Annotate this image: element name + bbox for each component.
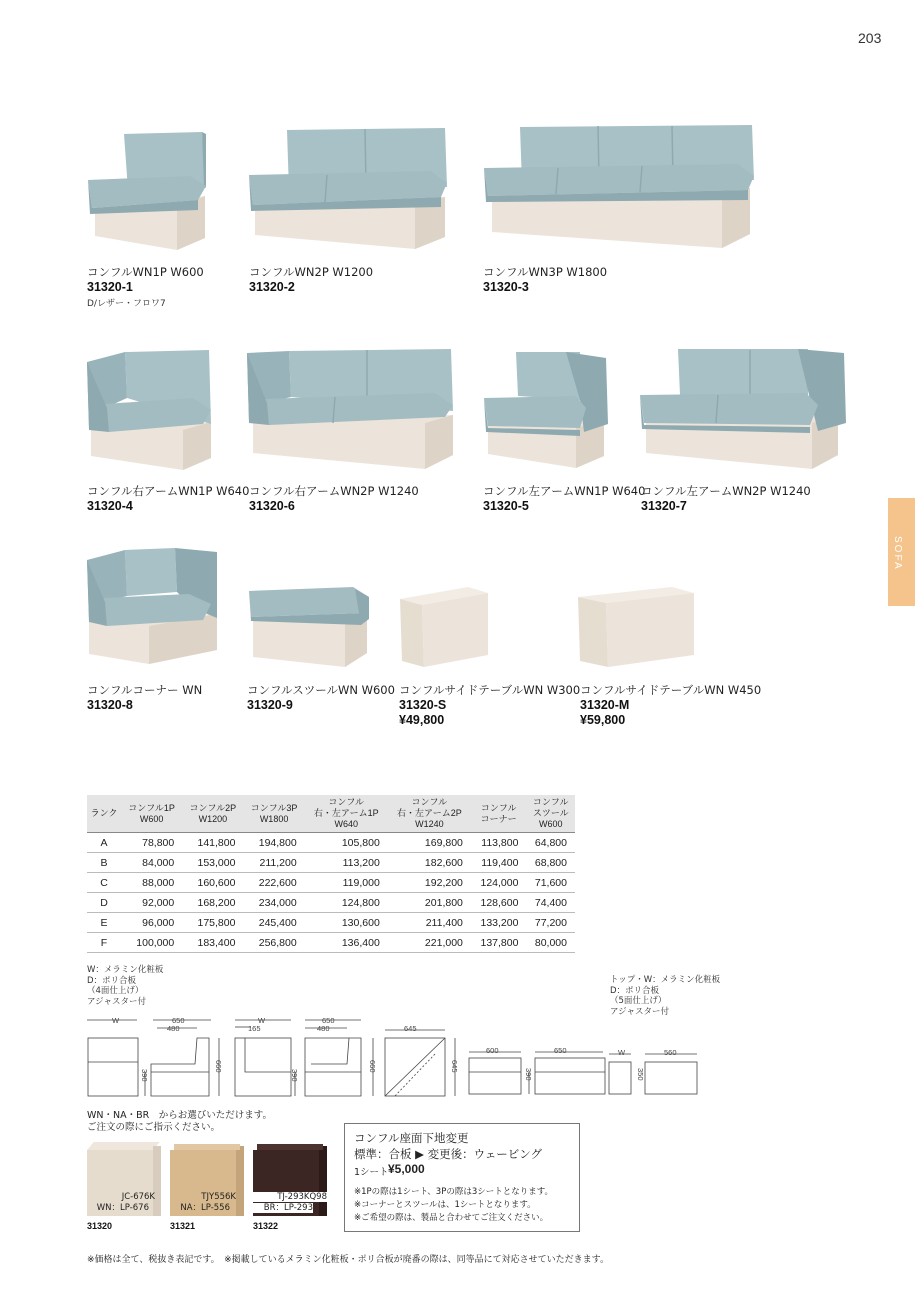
swatch-code: TJY556K [201,1192,236,1202]
dim-label: W [258,1016,266,1025]
product-code: 31320-3 [483,280,529,294]
dim-label: W [618,1048,626,1057]
info-note: ※1Pの際は1シート、3Pの際は3シートとなります。 [354,1187,554,1197]
swatch-number: 31320 [87,1221,113,1231]
dim-label: 350 [636,1068,645,1081]
product-name: コンフルサイドテーブルWN W300 [399,683,581,697]
price-table-header [87,795,575,833]
finish-caption: WN・NA・BR からお選びいただけます。 [87,1110,272,1121]
dim-label: 660 [368,1060,377,1073]
seat-base-change-box [344,1123,580,1232]
side-table-m-image [576,585,698,670]
sofa-section-tab[interactable] [888,498,915,606]
swatch-code: BR：LP-293 [253,1203,313,1213]
dim-label: 480 [167,1024,180,1033]
col-header: コンフル1P W600 [121,795,182,833]
table-row: A 78,800 141,800 194,800 105,800 169,800 113,800 64,800 [87,833,575,853]
table-row: D 92,000 168,200 234,000 124,800 201,800 128,600 74,400 [87,893,575,913]
product-code: 31320-4 [87,499,133,513]
product-name: コンフルコーナー WN [87,683,203,697]
product-name: コンフル左アームWN1P W640 [483,484,646,498]
sofa-3p-image [482,122,762,252]
dim-label: 390 [524,1068,533,1081]
product-name: コンフル右アームWN2P W1240 [249,484,419,498]
swatch-number: 31321 [170,1221,196,1231]
dim-label: 645 [404,1024,417,1033]
dim-label: 560 [664,1048,677,1057]
footnote: ※価格は全て、税抜き表記です。 ※掲載しているメラミン化粧板・ポリ合板が廃番の際は、同等品にて対応させていただきます。 [87,1255,609,1265]
info-note: ※ご希望の際は、製品と合わせてご注文ください。 [354,1213,549,1223]
swatch-number: 31322 [253,1221,279,1231]
dim-label: 390 [290,1069,299,1082]
product-code: 31320-1 [87,280,133,294]
product-name: コンフルスツールWN W600 [247,683,395,697]
col-header: コンフル2P W1200 [182,795,243,833]
dim-label: 650 [322,1016,335,1025]
info-price-label: 1シート [354,1167,389,1178]
product-name: コンフルWN1P W600 [87,265,204,279]
stool-image [245,583,373,671]
spec-table-materials: トップ・W：メラミン化粧板 D：ポリ合板 （5面仕上げ） アジャスター付 [610,975,721,1017]
product-code: 31320-9 [247,698,293,712]
col-header: コンフル 右・左アーム2P W1240 [388,795,471,833]
swatch-code: NA：LP-556 [180,1203,230,1213]
product-name: コンフル右アームWN1P W640 [87,484,250,498]
product-code: 31320-S [399,698,447,712]
product-code: 31320-7 [641,499,687,513]
spec-sofa-materials: W：メラミン化粧板 D：ポリ合板 （4面仕上げ） アジャスター付 [87,965,164,1007]
sofa-left-arm-1p-image [480,348,615,470]
table-row: C 88,000 160,600 222,600 119,000 192,200 124,000 71,600 [87,873,575,893]
info-note: ※コーナーとスツールは、1シートとなります。 [354,1200,536,1210]
sofa-2p-image [245,125,455,253]
dim-label: 650 [172,1016,185,1025]
product-name: コンフルWN3P W1800 [483,265,608,279]
dim-label: 660 [214,1060,223,1073]
sofa-1p-image [80,128,215,253]
dim-label: 600 [486,1046,499,1055]
product-code: 31320-2 [249,280,295,294]
dim-label: 645 [450,1060,459,1073]
dim-label: W [112,1016,120,1025]
product-code: 31320-M [580,698,630,712]
info-title: コンフル座面下地変更 [354,1131,469,1145]
dim-label: 165 [248,1024,261,1033]
price-table [87,795,575,953]
col-header: コンフル コーナー [471,795,527,833]
side-table-s-image [396,585,492,670]
product-price: ¥49,800 [399,713,445,727]
sofa-corner-image [85,546,223,670]
col-header: コンフル 右・左アーム1P W640 [305,795,388,833]
table-row: B 84,000 153,000 211,200 113,200 182,600 119,400 68,800 [87,853,575,873]
table-row: F 100,000 183,400 256,800 136,400 221,000 137,800 80,000 [87,933,575,953]
col-header: コンフル スツール W600 [526,795,575,833]
product-code: 31320-6 [249,499,295,513]
finish-caption: ご注文の際にご指示ください。 [87,1122,221,1133]
sofa-right-arm-1p-image [85,348,220,473]
info-line: 標準：合板 ▶ 変更後：ウェービング [354,1147,542,1161]
table-row: E 96,000 175,800 245,400 130,600 211,400 133,200 77,200 [87,913,575,933]
product-note: D/レザー・フロワ7 [87,299,166,309]
swatch-code: TJ-293KQ98 [253,1192,327,1202]
product-name: コンフルWN2P W1200 [249,265,374,279]
dim-label: 390 [140,1069,149,1082]
sofa-tab-label: SOFA [892,536,903,571]
dim-label: 480 [317,1024,330,1033]
dim-label: 650 [554,1046,567,1055]
product-price: ¥59,800 [580,713,626,727]
swatch-code: JC-676K [121,1192,155,1202]
product-name: コンフル左アームWN2P W1240 [641,484,811,498]
col-header: コンフル3P W1800 [243,795,304,833]
page-number: 203 [858,30,882,46]
sofa-right-arm-2p-image [245,345,460,473]
product-code: 31320-8 [87,698,133,712]
swatch-code: WN：LP-676 [96,1203,149,1213]
info-price: ¥5,000 [388,1162,425,1176]
col-header: ランク [87,795,121,833]
product-name: コンフルサイドテーブルWN W450 [580,683,762,697]
product-code: 31320-5 [483,499,529,513]
sofa-left-arm-2p-image [638,345,850,473]
